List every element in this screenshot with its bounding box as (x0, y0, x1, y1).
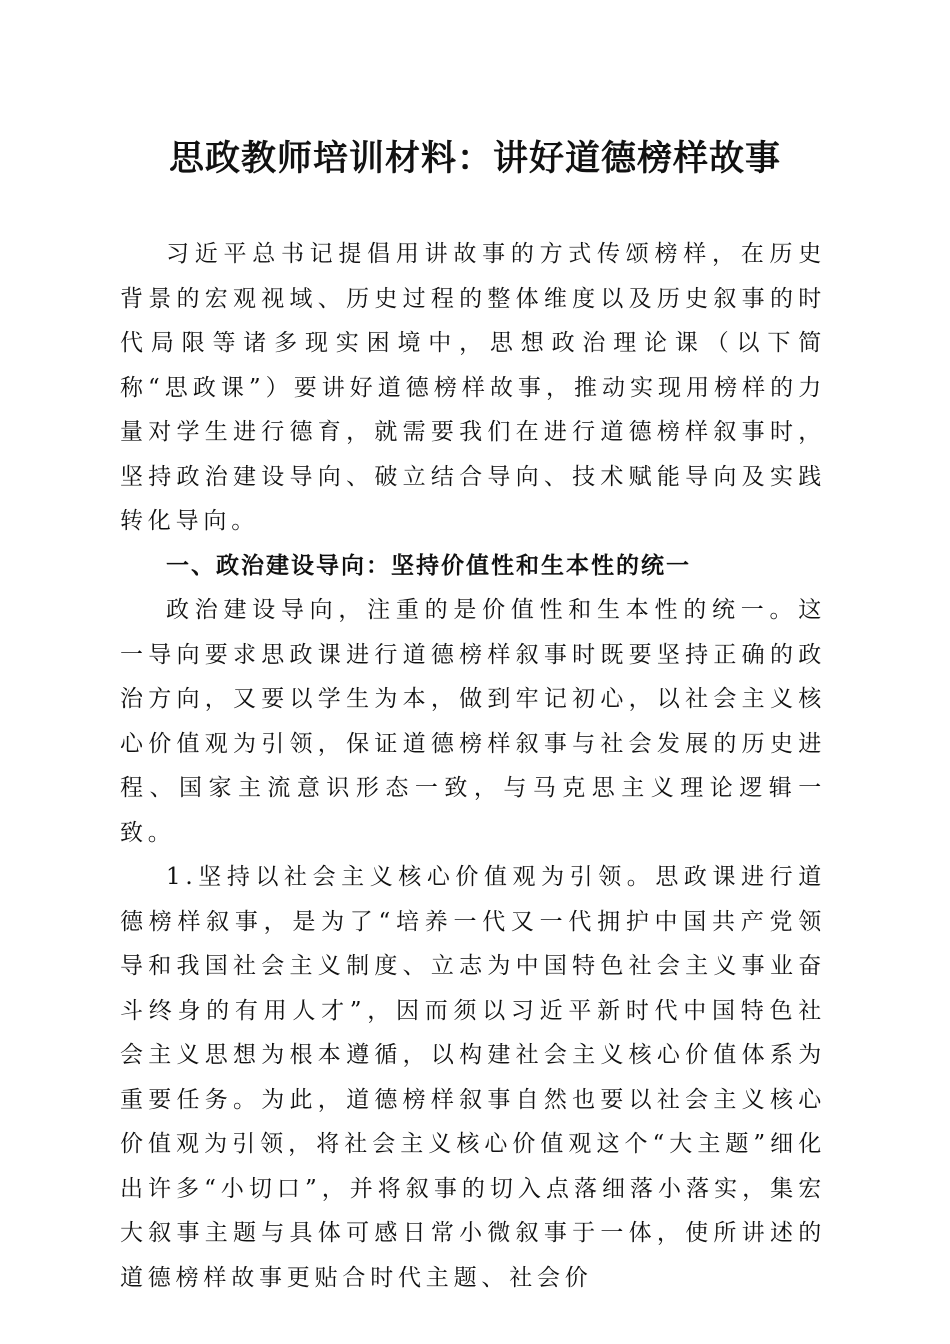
subsection-1-paragraph: 1.坚持以社会主义核心价值观为引领。思政课进行道德榜样叙事，是为了“培养一代又一代拥护中国共产党领导和我国社会主义制度、立志为中国特色社会主义事业奋斗终身的有用人才”，因而须以习近平新时代中国特色社会主义思想为根本遵循，以构建社会主义核心价值体系为重要任务。为此，道德榜样叙事自然也要以社会主义核心价值观为引领，将社会主义核心价值观这个“大主题”细化出许多“小切口”，并将叙事的切入点落细落小落实，集宏大叙事主题与具体可感日常小微叙事于一体，使所讲述的道德榜样故事更贴合时代主题、社会价 (120, 864, 826, 1291)
section-heading-1: 一、政治建设导向：坚持价值性和生本性的统一 (166, 552, 691, 579)
intro-paragraph: 习近平总书记提倡用讲故事的方式传颂榜样，在历史背景的宏观视域、历史过程的整体维度以及历史叙事的时代局限等诸多现实困境中，思想政治理论课（以下简称“思政课”）要讲好道德榜样故事，推动实现用榜样的力量对学生进行德育，就需要我们在进行道德榜样叙事时，坚持政治建设导向、破立结合导向、技术赋能导向及实践转化导向。 (120, 241, 826, 534)
document-title: 思政教师培训材料：讲好道德榜样故事 (168, 138, 781, 179)
section-1-paragraph: 政治建设导向，注重的是价值性和生本性的统一。这一导向要求思政课进行道德榜样叙事时既要坚持正确的政治方向，又要以学生为本，做到牢记初心，以社会主义核心价值观为引领，保证道德榜样叙事与社会发展的历史进程、国家主流意识形态一致，与马克思主义理论逻辑一致。 (120, 597, 826, 846)
document-body (120, 232, 826, 1300)
